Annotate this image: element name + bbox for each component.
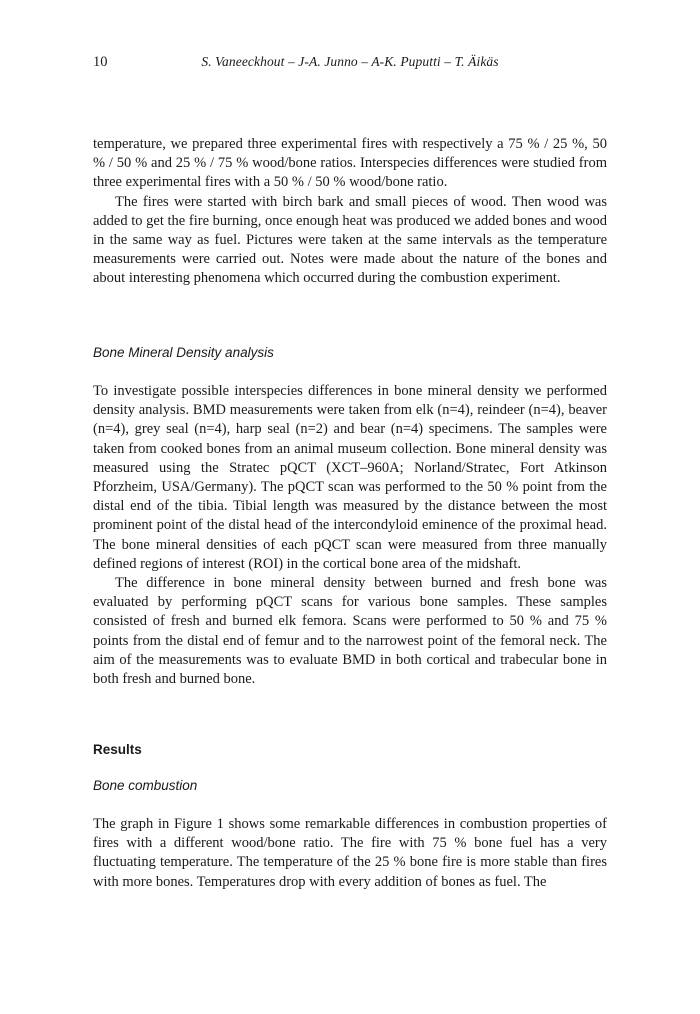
running-title: S. Vaneeckhout – J-A. Junno – A-K. Puputti – T. Äikäs — [201, 54, 499, 69]
results-heading: Results — [93, 742, 142, 757]
bmd-paragraph-2: The difference in bone mineral density between burned and fresh bone was evaluated by performing pQCT scans for various bone samples. These samples consisted of fresh and burned elk femora. Scans were performed to 50 % and 75 % points from the distal end of femur and to the narrowest point of the femoral neck. The aim of the measurements was to evaluate BMD in both cortical and trabecular bone in both fresh and burned bone. — [93, 575, 607, 688]
intro-paragraph-1: temperature, we prepared three experimental fires with respectively a 75 % / 25 %, 50 % / 50 % and 25 % / 75 % wood/bone ratios. Interspecies differences were studied from three experimental fires with a 50 % / 50 % wood/bone ratio. — [93, 136, 607, 191]
page-number: 10 — [93, 54, 108, 70]
bone-combustion-heading: Bone combustion — [93, 778, 198, 793]
results-text — [93, 815, 607, 892]
bmd-text — [93, 382, 607, 689]
intro-text — [93, 135, 607, 289]
bmd-heading: Bone Mineral Density analysis — [93, 345, 274, 360]
intro-paragraph-2: The fires were started with birch bark and small pieces of wood. Then wood was added to get the fire burning, once enough heat was produced we added bones and wood in the same way as fuel. Pictures were taken at the same intervals as the temperature measurements were carried out. Notes were made about the nature of the bones and about interesting phenomena which occurred during the combustion experiment. — [93, 193, 607, 287]
running-head — [93, 54, 607, 74]
results-paragraph-1: The graph in Figure 1 shows some remarkable differences in combustion properties of fires with a different wood/bone ratio. The fire with 75 % bone fuel has a very fluctuating temperature. The temperature of the 25 % bone fire is more stable than fires with more bones. Temperatures drop with every addition of bones as fuel. The — [93, 816, 607, 890]
bmd-paragraph-1: To investigate possible interspecies differences in bone mineral density we performed density analysis. BMD measurements were taken from elk (n=4), reindeer (n=4), beaver (n=4), grey seal (n=4), harp seal (n=2) and bear (n=4) specimens. The samples were taken from cooked bones from an animal museum collection. Bone mineral density was measured using the Stratec pQCT (XCT–960A; Norland/Stratec, Fort Atkinson Pforzheim, USA/Germany). The pQCT scan was performed to the 50 % point from the distal end of the tibia. Tibial length was measured by the distance between the most prominent point of the distal head of the intercondyloid eminence of the proximal head. The bone mineral densities of each pQCT scan were measured from three manually defined regions of interest (ROI) in the cortical bone area of the midshaft. — [93, 383, 607, 572]
